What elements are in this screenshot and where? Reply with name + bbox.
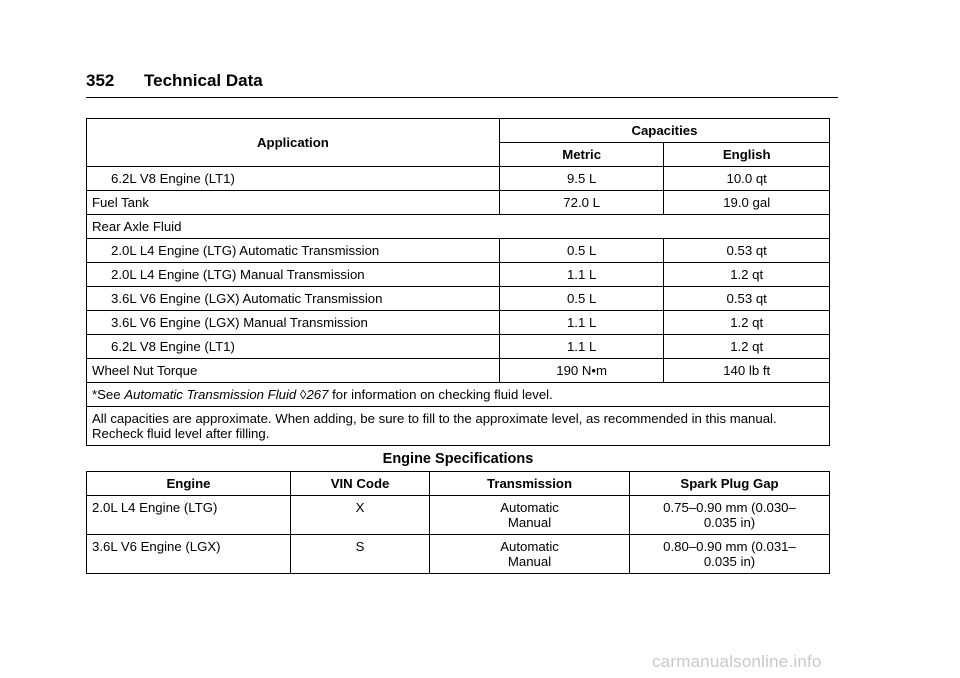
header-capacities: Capacities <box>499 119 829 143</box>
row-item: 2.0L L4 Engine (LTG) Manual Transmission <box>87 263 500 287</box>
page-number: 352 <box>86 71 115 90</box>
section-title: Technical Data <box>144 71 263 90</box>
row-engine: 2.0L L4 Engine (LTG) <box>87 496 291 535</box>
transmission-line: Automatic <box>500 500 559 515</box>
header-transmission: Transmission <box>430 472 630 496</box>
row-english: 10.0 qt <box>664 167 830 191</box>
row-item: 2.0L L4 Engine (LTG) Automatic Transmission <box>87 239 500 263</box>
row-item: 3.6L V6 Engine (LGX) Automatic Transmission <box>87 287 500 311</box>
page-header <box>86 71 838 98</box>
automatic-transmission-fluid-link[interactable]: Automatic Transmission Fluid <box>124 387 297 402</box>
row-english: 0.53 qt <box>664 239 830 263</box>
gap-line: 0.75–0.90 mm (0.030– <box>663 500 796 515</box>
gap-line: 0.035 in) <box>703 554 756 569</box>
row-english: 1.2 qt <box>664 335 830 359</box>
capacities-table <box>86 118 830 446</box>
table-row <box>87 191 830 215</box>
row-item: Wheel Nut Torque <box>87 359 500 383</box>
gap-line: 0.035 in) <box>703 515 756 530</box>
note-see <box>87 383 830 407</box>
engine-specs-table <box>86 471 830 574</box>
header-english: English <box>664 143 830 167</box>
row-english: 19.0 gal <box>664 191 830 215</box>
table-row <box>87 335 830 359</box>
row-metric: 1.1 L <box>499 335 664 359</box>
header-spark-plug-gap: Spark Plug Gap <box>630 472 830 496</box>
table-row <box>87 239 830 263</box>
row-metric: 0.5 L <box>499 239 664 263</box>
table-row <box>87 359 830 383</box>
row-item: 6.2L V8 Engine (LT1) <box>87 335 500 359</box>
row-item: Fuel Tank <box>87 191 500 215</box>
row-metric: 190 N•m <box>499 359 664 383</box>
table-row <box>87 311 830 335</box>
table-row <box>87 167 830 191</box>
note-suffix: for information on checking fluid level. <box>328 387 553 402</box>
table-row <box>87 263 830 287</box>
note-row-approx <box>87 407 830 446</box>
row-vin: X <box>291 496 430 535</box>
header-metric: Metric <box>499 143 664 167</box>
row-english: 140 lb ft <box>664 359 830 383</box>
watermark: carmanualsonline.info <box>652 652 822 671</box>
header-application: Application <box>87 119 500 167</box>
gap-line: 0.80–0.90 mm (0.031– <box>663 539 796 554</box>
table-row <box>87 215 830 239</box>
row-metric: 9.5 L <box>499 167 664 191</box>
note-prefix: *See <box>92 387 125 402</box>
page-ref-link[interactable]: 267 <box>306 387 329 402</box>
transmission-line: Manual <box>507 515 552 530</box>
header-engine: Engine <box>87 472 291 496</box>
row-transmission <box>430 535 630 574</box>
note-approx: All capacities are approximate. When adding, be sure to fill to the approximate level, as recommended in this manual. Recheck fluid level after filling. <box>87 407 830 446</box>
row-item: 6.2L V8 Engine (LT1) <box>87 167 500 191</box>
row-spark-plug-gap <box>630 496 830 535</box>
row-spark-plug-gap <box>630 535 830 574</box>
note-row-see <box>87 383 830 407</box>
row-english: 1.2 qt <box>664 311 830 335</box>
engine-specs-title: Engine Specifications <box>382 451 534 467</box>
page-ref-icon: ◊ <box>299 387 307 402</box>
row-metric: 1.1 L <box>499 311 664 335</box>
header-vin-code: VIN Code <box>291 472 430 496</box>
row-metric: 72.0 L <box>499 191 664 215</box>
row-vin: S <box>291 535 430 574</box>
row-english: 0.53 qt <box>664 287 830 311</box>
row-metric: 0.5 L <box>499 287 664 311</box>
table-row <box>87 496 830 535</box>
row-english: 1.2 qt <box>664 263 830 287</box>
transmission-line: Manual <box>507 554 552 569</box>
transmission-line: Automatic <box>500 539 559 554</box>
table-row <box>87 287 830 311</box>
row-transmission <box>430 496 630 535</box>
row-item: Rear Axle Fluid <box>87 215 830 239</box>
table-row <box>87 535 830 574</box>
row-item: 3.6L V6 Engine (LGX) Manual Transmission <box>87 311 500 335</box>
row-metric: 1.1 L <box>499 263 664 287</box>
row-engine: 3.6L V6 Engine (LGX) <box>87 535 291 574</box>
